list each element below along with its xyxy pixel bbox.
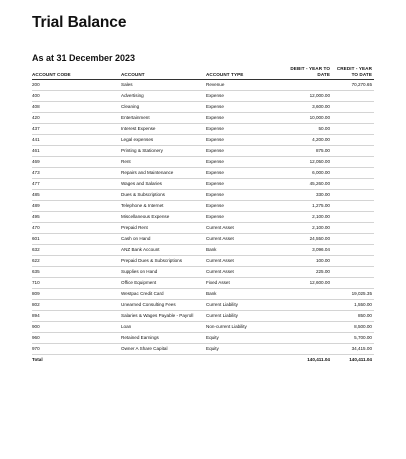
cell-credit [332,234,374,245]
cell-account-name: Rent [121,157,206,168]
table-row [32,212,374,223]
table-row [32,289,374,300]
cell-account-code: 894 [32,311,121,322]
cell-account-type: Expense [206,113,290,124]
cell-account-type: Non-current Liability [206,322,290,333]
cell-debit: 2,100.00 [290,223,332,234]
cell-account-name: Retained Earnings [121,333,206,344]
cell-account-type: Expense [206,124,290,135]
cell-credit [332,179,374,190]
table-row [32,146,374,157]
cell-debit [290,289,332,300]
column-header-account-code: ACCOUNT CODE [32,65,121,80]
table-row [32,234,374,245]
cell-account-name: Repairs and Maintenance [121,168,206,179]
cell-account-name: Office Equipment [121,278,206,289]
cell-debit [290,322,332,333]
cell-account-code: 470 [32,223,121,234]
table-row [32,201,374,212]
cell-debit: 100.00 [290,256,332,267]
cell-debit [290,333,332,344]
cell-account-type: Current Liability [206,300,290,311]
cell-account-code: 437 [32,124,121,135]
cell-account-name: Entertainment [121,113,206,124]
total-debit: 140,411.04 [290,355,332,366]
total-label: Total [32,355,121,366]
cell-debit [290,344,332,355]
cell-debit: 45,260.00 [290,179,332,190]
cell-account-code: 473 [32,168,121,179]
table-row [32,311,374,322]
cell-credit [332,190,374,201]
column-header-account: ACCOUNT [121,65,206,80]
table-row [32,300,374,311]
cell-account-name: Interest Expense [121,124,206,135]
cell-account-name: Printing & Stationery [121,146,206,157]
cell-account-name: Prepaid Dues & Subscriptions [121,256,206,267]
cell-account-name: Wages and Salaries [121,179,206,190]
cell-debit: 875.00 [290,146,332,157]
cell-account-name: Sales [121,80,206,91]
cell-credit [332,267,374,278]
cell-credit: 70,270.65 [332,80,374,91]
table-row [32,333,374,344]
cell-account-type: Current Asset [206,256,290,267]
column-header-credit: CREDIT - YEAR TO DATE [332,65,374,80]
trial-balance-table [32,65,374,365]
table-row [32,113,374,124]
table-row [32,80,374,91]
table-row [32,267,374,278]
table-row [32,344,374,355]
column-header-account-type: ACCOUNT TYPE [206,65,290,80]
cell-account-type: Equity [206,344,290,355]
cell-account-type: Expense [206,157,290,168]
cell-account-type: Expense [206,168,290,179]
cell-account-code: 400 [32,91,121,102]
cell-credit: 8,500.00 [332,322,374,333]
cell-account-name: Legal expenses [121,135,206,146]
cell-account-code: 802 [32,300,121,311]
cell-account-code: 809 [32,289,121,300]
cell-credit [332,168,374,179]
cell-account-name: Cleaning [121,102,206,113]
cell-credit [332,102,374,113]
table-row [32,322,374,333]
cell-account-code: 461 [32,146,121,157]
cell-account-type: Expense [206,190,290,201]
cell-account-code: 408 [32,102,121,113]
cell-account-type: Current Liability [206,311,290,322]
cell-debit: 3,600.00 [290,102,332,113]
cell-credit: 19,025.35 [332,289,374,300]
cell-account-type: Current Asset [206,267,290,278]
cell-account-name: Advertising [121,91,206,102]
cell-account-code: 635 [32,267,121,278]
report-title: Trial Balance [32,14,127,31]
cell-credit [332,157,374,168]
cell-account-type: Equity [206,333,290,344]
cell-account-name: Miscellaneous Expense [121,212,206,223]
cell-credit [332,135,374,146]
table-body [32,80,374,355]
cell-credit [332,212,374,223]
cell-account-name: Dues & Subscriptions [121,190,206,201]
cell-credit [332,256,374,267]
cell-account-type: Expense [206,146,290,157]
cell-credit [332,278,374,289]
cell-credit [332,201,374,212]
table-row [32,245,374,256]
cell-debit [290,80,332,91]
cell-account-type: Expense [206,102,290,113]
table-row [32,256,374,267]
cell-account-name: Loan [121,322,206,333]
cell-credit [332,245,374,256]
cell-account-code: 477 [32,179,121,190]
table-row [32,157,374,168]
cell-debit: 24,550.00 [290,234,332,245]
cell-credit [332,91,374,102]
cell-account-name: Salaries & Wages Payable - Payroll [121,311,206,322]
table-row [32,102,374,113]
cell-account-code: 632 [32,245,121,256]
cell-credit [332,124,374,135]
cell-account-code: 710 [32,278,121,289]
table-row [32,223,374,234]
column-header-debit: DEBIT - YEAR TO DATE [290,65,332,80]
cell-account-type: Expense [206,201,290,212]
cell-account-code: 622 [32,256,121,267]
cell-account-type: Bank [206,245,290,256]
cell-account-name: Supplies on Hand [121,267,206,278]
cell-account-name: Prepaid Rent [121,223,206,234]
cell-account-code: 970 [32,344,121,355]
cell-credit [332,146,374,157]
cell-account-name: Cash on Hand [121,234,206,245]
cell-credit: 1,550.00 [332,300,374,311]
cell-debit: 1,275.00 [290,201,332,212]
report-date-heading: As at 31 December 2023 [32,53,136,63]
cell-credit [332,223,374,234]
cell-account-name: Owner A Share Capital [121,344,206,355]
cell-credit [332,113,374,124]
cell-account-type: Expense [206,135,290,146]
cell-account-code: 601 [32,234,121,245]
cell-debit: 3,096.04 [290,245,332,256]
cell-account-type: Fixed Asset [206,278,290,289]
cell-account-code: 960 [32,333,121,344]
total-row [32,355,374,366]
cell-debit: 330.00 [290,190,332,201]
cell-account-code: 441 [32,135,121,146]
cell-credit: 34,415.00 [332,344,374,355]
total-empty-type [206,355,290,366]
table-row [32,278,374,289]
cell-debit: 12,000.00 [290,91,332,102]
cell-debit [290,311,332,322]
table-row [32,91,374,102]
cell-account-code: 485 [32,190,121,201]
cell-debit [290,300,332,311]
cell-account-type: Current Asset [206,223,290,234]
cell-debit: 50.00 [290,124,332,135]
cell-credit: 850.00 [332,311,374,322]
cell-credit: 5,700.00 [332,333,374,344]
cell-debit: 2,100.00 [290,212,332,223]
table-header-row [32,65,374,80]
cell-account-type: Current Asset [206,234,290,245]
cell-debit: 4,200.00 [290,135,332,146]
cell-account-name: Unearned Consulting Fees [121,300,206,311]
cell-account-name: Telephone & Internet [121,201,206,212]
table-row [32,135,374,146]
table-row [32,124,374,135]
total-credit: 140,411.04 [332,355,374,366]
cell-debit: 225.00 [290,267,332,278]
total-empty-name [121,355,206,366]
cell-account-code: 200 [32,80,121,91]
cell-account-name: ANZ Bank Account [121,245,206,256]
cell-account-type: Revenue [206,80,290,91]
table-row [32,168,374,179]
cell-account-code: 420 [32,113,121,124]
cell-account-type: Expense [206,91,290,102]
cell-account-code: 489 [32,201,121,212]
cell-debit: 10,000.00 [290,113,332,124]
cell-debit: 12,600.00 [290,278,332,289]
cell-account-name: Westpac Credit Card [121,289,206,300]
cell-account-code: 469 [32,157,121,168]
cell-debit: 6,000.00 [290,168,332,179]
cell-account-type: Bank [206,289,290,300]
cell-account-type: Expense [206,212,290,223]
cell-account-code: 900 [32,322,121,333]
cell-debit: 12,050.00 [290,157,332,168]
table-row [32,179,374,190]
cell-account-code: 495 [32,212,121,223]
cell-account-type: Expense [206,179,290,190]
table-row [32,190,374,201]
